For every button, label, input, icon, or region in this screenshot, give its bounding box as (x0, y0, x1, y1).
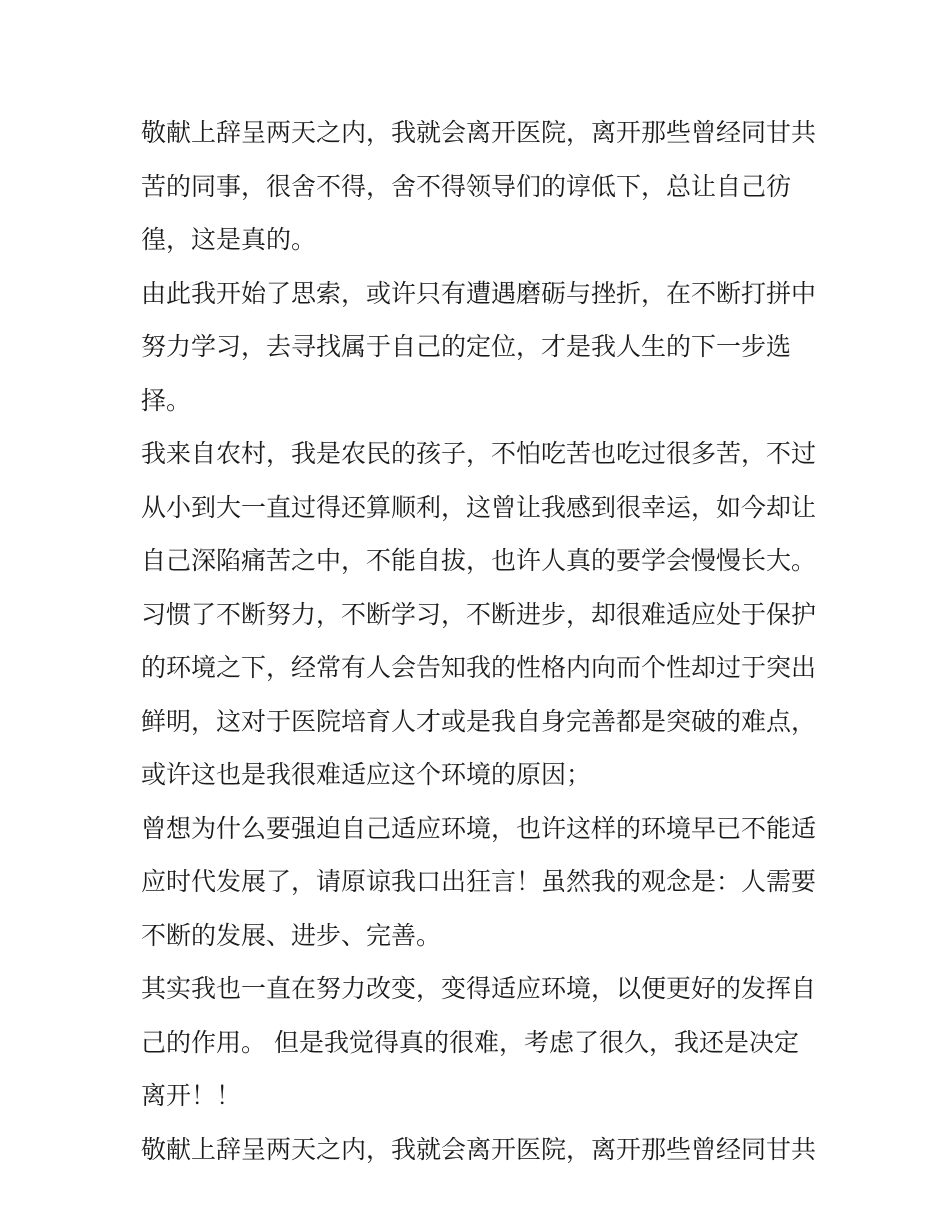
text-line: 应时代发展了，请原谅我口出狂言！虽然我的观念是：人需要 (141, 867, 817, 896)
text-line: 鲜明，这对于医院培育人才或是我自身完善都是突破的难点， (141, 706, 817, 736)
text-line: 己的作用。 但是我觉得真的很难，考虑了很久，我还是决定 (141, 1027, 799, 1057)
paragraph-2 (141, 267, 821, 428)
text-line: 徨，这是真的。 (141, 225, 317, 254)
paragraph-7 (141, 1123, 821, 1177)
paragraph-6 (141, 962, 821, 1123)
text-line: 由此我开始了思索，或许只有遭遇磨砺与挫折，在不断打拼中 (141, 278, 817, 308)
text-line: 的环境之下，经常有人会告知我的性格内向而个性却过于突出 (141, 653, 817, 682)
text-line: 努力学习，去寻找属于自己的定位，才是我人生的下一步选 (141, 332, 792, 361)
text-line: 其实我也一直在努力改变，变得适应环境，以便更好的发挥自 (141, 974, 817, 1003)
text-line: 自己深陷痛苦之中，不能自拔，也许人真的要学会慢慢长大。 (141, 546, 817, 575)
text-line: 苦的同事，很舍不得，舍不得领导们的谆低下，总让自己彷 (141, 171, 792, 201)
text-line: 或许这也是我很难适应这个环境的原因； (141, 760, 592, 789)
text-line: 择。 (141, 385, 192, 415)
paragraph-4 (141, 588, 821, 802)
text-line: 我来自农村，我是农民的孩子，不怕吃苦也吃过很多苦，不过 (141, 439, 817, 468)
document-body (141, 106, 821, 1176)
text-line: 曾想为什么要强迫自己适应环境，也许这样的环境早已不能适 (141, 813, 817, 843)
text-line: 不断的发展、进步、完善。 (141, 920, 442, 950)
text-line: 敬献上辞呈两天之内，我就会离开医院，离开那些曾经同甘共 (141, 118, 817, 147)
text-line: 离开！！ (141, 1081, 242, 1110)
paragraph-1 (141, 106, 821, 267)
text-line: 习惯了不断努力，不断学习，不断进步，却很难适应处于保护 (141, 599, 817, 629)
paragraph-3 (141, 427, 821, 588)
text-line: 从小到大一直过得还算顺利，这曾让我感到很幸运，如今却让 (141, 492, 817, 522)
paragraph-5 (141, 802, 821, 963)
text-line: 敬献上辞呈两天之内，我就会离开医院，离开那些曾经同甘共 (141, 1134, 817, 1164)
